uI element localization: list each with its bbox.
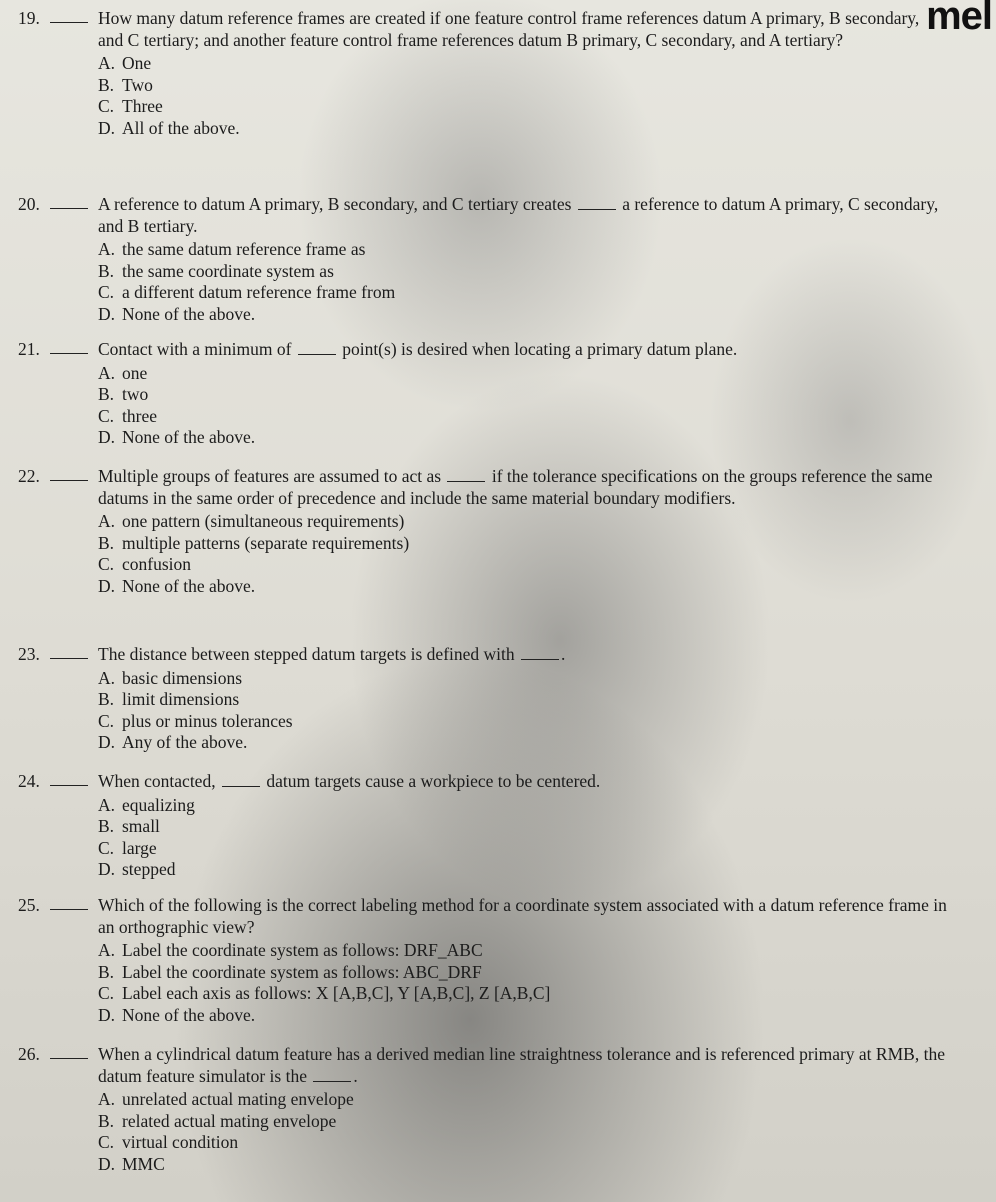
option-c[interactable]: C. Three (98, 96, 163, 116)
answer-blank[interactable] (50, 22, 88, 23)
option-c[interactable]: C. confusion (98, 554, 192, 574)
options-list (18, 53, 948, 139)
options-list (18, 239, 948, 325)
question-text: When a cylindrical datum feature has a derived median line straightness tolerance and is referenced primary at RMB, the datum feature simulator is the (98, 1044, 945, 1086)
question-number: 26. (18, 1044, 40, 1064)
option-d[interactable]: D. None of the above. (98, 575, 256, 596)
option-d[interactable]: D. All of the above. (98, 117, 240, 138)
option-b[interactable]: B. multiple patterns (separate requirements) (98, 532, 410, 553)
options-list (18, 511, 948, 597)
options-list (18, 795, 948, 881)
question-text-continued: datum targets cause a workpiece to be centered. (266, 771, 601, 791)
question-number: 23. (18, 644, 40, 664)
fill-in-blank[interactable] (313, 1067, 351, 1082)
options-list (18, 940, 948, 1026)
options-list (18, 363, 948, 449)
option-c[interactable]: C. a different datum reference frame from (98, 282, 396, 302)
option-d[interactable]: D. None of the above. (98, 1004, 256, 1025)
options-list (18, 668, 948, 754)
option-c[interactable]: C. Label each axis as follows: X [A,B,C], Y [A,B,C], Z [A,B,C] (98, 983, 551, 1003)
question-number: 21. (18, 339, 40, 359)
question-25 (18, 895, 948, 1026)
question-text: When contacted, (98, 771, 216, 791)
answer-blank[interactable] (50, 1058, 88, 1059)
question-text-continued: point(s) is desired when locating a primary datum plane. (342, 339, 738, 359)
question-text: Which of the following is the correct labeling method for a coordinate system associated with a datum reference frame in an orthographic view? (98, 895, 947, 937)
option-a[interactable]: A. One (98, 53, 152, 73)
question-text-continued: . (561, 644, 566, 664)
option-a[interactable]: A. equalizing (98, 794, 195, 815)
question-23 (18, 644, 948, 754)
option-b[interactable]: B. Two (98, 74, 153, 95)
question-text-continued: . (353, 1065, 358, 1086)
question-text: The distance between stepped datum targets is defined with (98, 644, 515, 664)
answer-blank[interactable] (50, 480, 88, 481)
option-a[interactable]: A. basic dimensions (98, 667, 243, 688)
option-b[interactable]: B. related actual mating envelope (98, 1110, 337, 1131)
answer-blank[interactable] (50, 785, 88, 786)
option-c[interactable]: C. three (98, 405, 157, 426)
option-b[interactable]: B. Label the coordinate system as follows: ABC_DRF (98, 961, 482, 982)
question-number: 24. (18, 771, 40, 791)
question-number: 25. (18, 895, 40, 915)
question-text: Multiple groups of features are assumed to act as (98, 466, 442, 486)
option-d[interactable]: D. None of the above. (98, 303, 256, 324)
answer-blank[interactable] (50, 658, 88, 659)
question-24 (18, 771, 948, 881)
option-d[interactable]: D. Any of the above. (98, 732, 248, 752)
option-a[interactable]: A. unrelated actual mating envelope (98, 1089, 354, 1109)
question-26 (18, 1044, 948, 1175)
option-c[interactable]: C. plus or minus tolerances (98, 710, 293, 731)
option-a[interactable]: A. one (98, 362, 148, 383)
question-text-continued: a reference to datum A primary, C secondary, and B tertiary. (98, 194, 939, 236)
option-d[interactable]: D. None of the above. (98, 427, 256, 447)
fill-in-blank[interactable] (447, 467, 485, 482)
option-d[interactable]: D. stepped (98, 859, 176, 879)
question-text: Contact with a minimum of (98, 339, 292, 359)
option-c[interactable]: C. virtual condition (98, 1132, 239, 1152)
question-20 (18, 194, 948, 325)
option-a[interactable]: A. one pattern (simultaneous requirements) (98, 511, 405, 531)
fill-in-blank[interactable] (578, 195, 616, 210)
answer-blank[interactable] (50, 353, 88, 354)
question-19 (18, 8, 948, 139)
option-b[interactable]: B. limit dimensions (98, 689, 240, 709)
question-number: 22. (18, 466, 40, 486)
fill-in-blank[interactable] (521, 645, 559, 660)
question-21 (18, 339, 948, 449)
question-number: 19. (18, 8, 40, 28)
option-a[interactable]: A. Label the coordinate system as follows: DRF_ABC (98, 940, 483, 960)
answer-blank[interactable] (50, 208, 88, 209)
question-text: A reference to datum A primary, B secondary, and C tertiary creates (98, 194, 572, 214)
option-b[interactable]: B. small (98, 816, 160, 836)
option-b[interactable]: B. the same coordinate system as (98, 260, 334, 281)
question-number: 20. (18, 194, 40, 214)
option-c[interactable]: C. large (98, 837, 157, 858)
option-a[interactable]: A. the same datum reference frame as (98, 239, 366, 259)
options-list (18, 1089, 948, 1175)
question-text: How many datum reference frames are created if one feature control frame references datum A primary, B secondary, and C tertiary; and another feature control frame references datum B primary, C secondary, and A tertiary? (98, 8, 920, 50)
fill-in-blank[interactable] (298, 340, 336, 355)
page-corner-text: mel (926, 0, 992, 38)
fill-in-blank[interactable] (222, 772, 260, 787)
question-text-continued: if the tolerance specifications on the groups reference the same datums in the same order of precedence and include the same material boundary modifiers. (98, 466, 933, 508)
option-b[interactable]: B. two (98, 384, 149, 404)
question-22 (18, 466, 948, 597)
option-d[interactable]: D. MMC (98, 1153, 165, 1174)
answer-blank[interactable] (50, 909, 88, 910)
